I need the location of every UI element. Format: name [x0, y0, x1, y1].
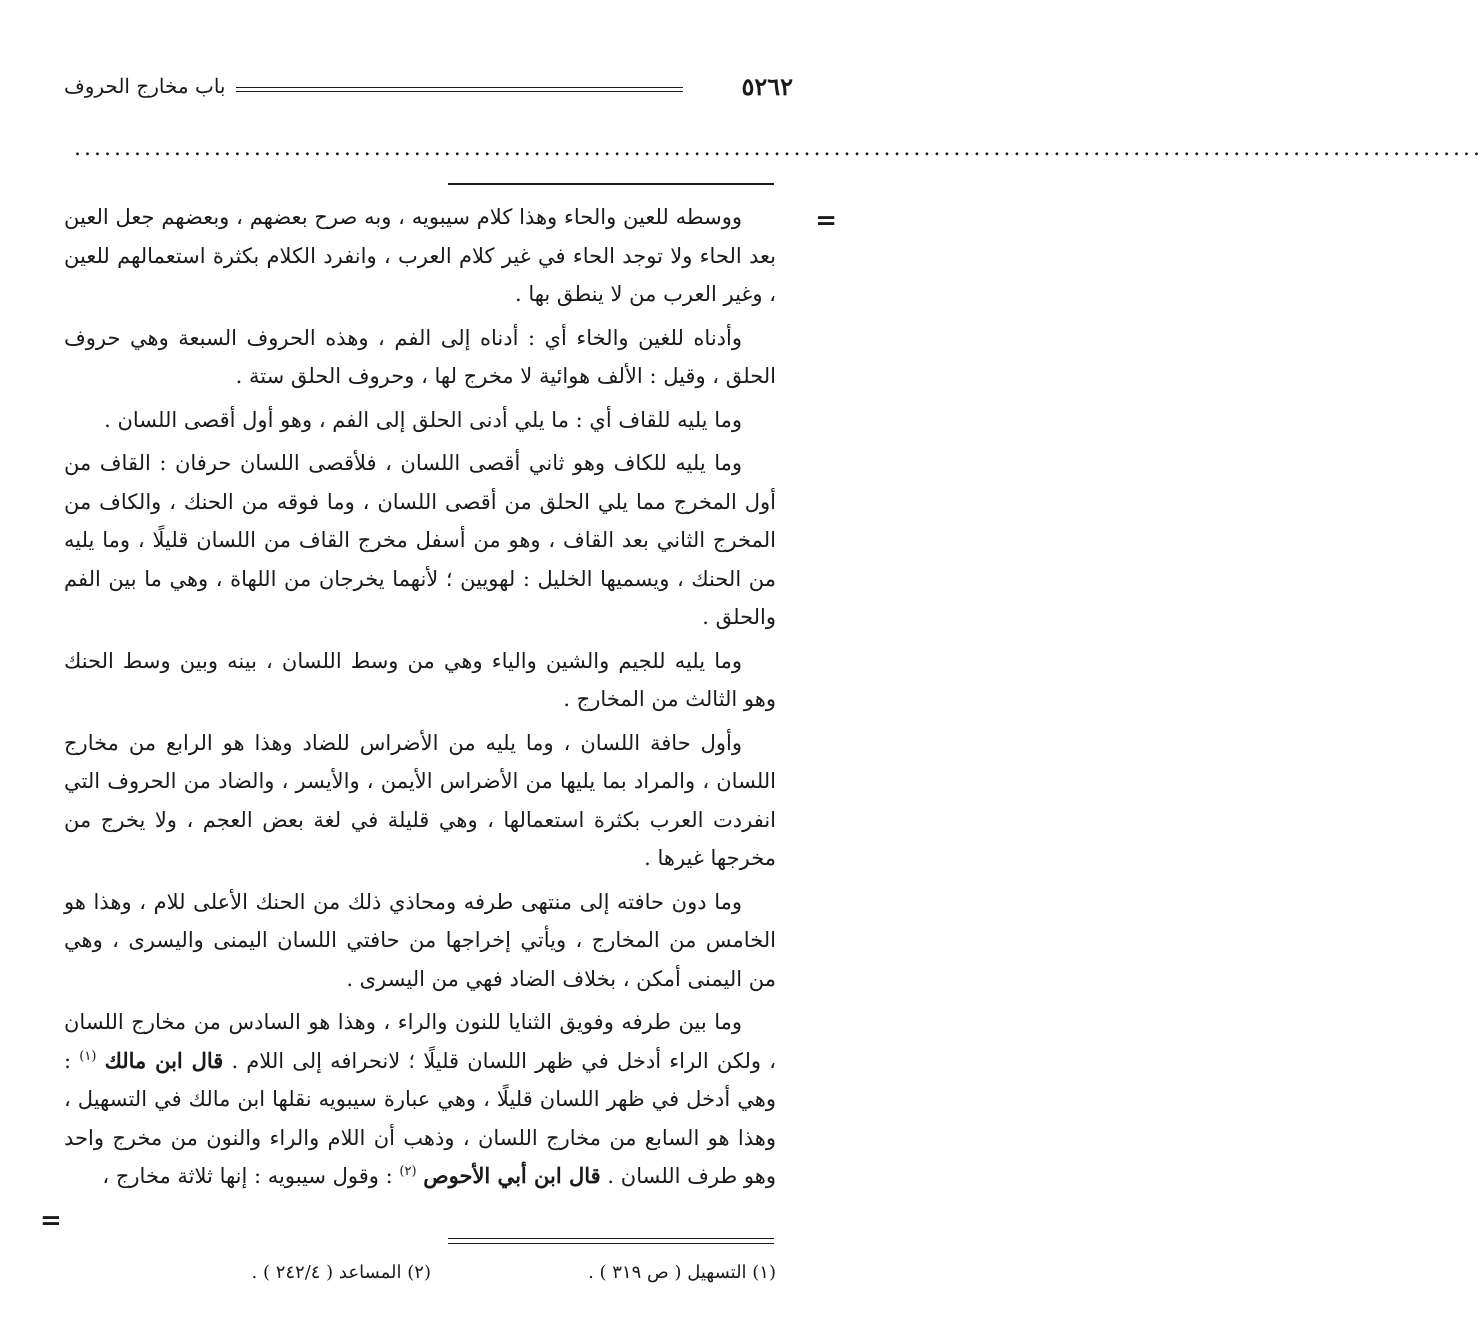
paragraph: ووسطه للعين والحاء وهذا كلام سيبويه ، وبه صرح بعضهم ، وبعضهم جعل العين بعد الحاء ولا توجد الحاء في غير كلام العرب ، وانفرد الكلام بكثرة استعمالهم للعين ، وغير العرب من لا ينطق بها . [64, 205, 776, 306]
dotted-separator: ............................................................................................................................................. [74, 136, 1483, 161]
paragraph: وما يليه للكاف وهو ثاني أقصى اللسان ، فلأقصى اللسان حرفان : القاف من أول المخرج مما يلي الحلق من أقصى اللسان ، وما فوقه من الحنك ، والكاف من المخرج الثاني بعد القاف ، وهو من أسفل مخرج القاف من اللسان قليلًا ، وما يليه من الحنك ، ويسميها الخليل : لهويين ؛ لأنهما يخرجان من اللهاة ، وهي ما بين الفم والحلق . [64, 451, 776, 629]
page-header [64, 70, 793, 108]
paragraph-text: : وقول سيبويه : إنها ثلاثة مخارج ، [102, 1164, 393, 1188]
footnote-ref-2[interactable]: (٢) [399, 1164, 417, 1179]
paragraph-with-citations [64, 1003, 776, 1196]
footnotes [200, 1262, 776, 1294]
footnote-1: (١) التسهيل ( ص ٣١٩ ) . [588, 1262, 776, 1283]
continuation-mark-top: = [815, 206, 837, 236]
paragraph: وما يليه للجيم والشين والياء وهي من وسط اللسان ، بينه وبين وسط الحنك وهو الثالث من المخارج . [64, 648, 776, 711]
body-text [64, 198, 776, 1238]
chapter-title: باب مخارج الحروف [64, 74, 226, 98]
page-number: ٥٢٦٢ [741, 72, 793, 101]
paragraph: وأدناه للغين والخاء أي : أدناه إلى الفم ، وهذه الحروف السبعة وهي حروف الحلق ، وقيل : الألف هوائية لا مخرج لها ، وحروف الحلق ستة . [64, 325, 776, 388]
footnote-2: (٢) المساعد ( ٢٤٢/٤ ) . [251, 1262, 431, 1283]
footnote-separator [448, 1238, 774, 1244]
footnote-ref-1[interactable]: (١) [79, 1048, 97, 1064]
citation-author-ibn-malik: قال ابن مالك [104, 1047, 224, 1073]
paragraph-text: : وهي أدخل في ظهر اللسان قليلًا ، وهي عبارة سيبويه نقلها ابن مالك في التسهيل ، وهذا هو السابع من مخارج اللسان ، وذهب أن اللام والراء والنون من مخرج واحد وهو طرف اللسان . [64, 1048, 776, 1188]
continuation-mark-bottom: = [40, 1206, 62, 1236]
paragraph: وما دون حافته إلى منتهى طرفه ومحاذي ذلك من الحنك الأعلى للام ، وهذا هو الخامس من المخارج ، ويأتي إخراجها من حافتي اللسان اليمنى واليسرى ، وهي من اليمنى أمكن ، بخلاف الضاد فهي من اليسرى . [64, 889, 776, 991]
header-double-rule [236, 87, 683, 92]
citation-author-ibn-abi-al-ahwas: قال ابن أبي الأحوص [423, 1163, 601, 1188]
paragraph: وما يليه للقاف أي : ما يلي أدنى الحلق إلى الفم ، وهو أول أقصى اللسان . [104, 407, 742, 432]
paragraph: وأول حافة اللسان ، وما يليه من الأضراس للضاد وهذا هو الرابع من مخارج اللسان ، والمراد بما يليها من الأضراس الأيمن ، والأيسر ، والضاد من الحروف التي انفردت العرب بكثرة استعمالها ، وهي قليلة في لغة بعض العجم ، ولا يخرج من مخرجها غيرها . [64, 730, 776, 870]
paragraph-text: وما بين طرفه وفويق الثنايا للنون والراء ، وهذا هو السادس من مخارج اللسان ، ولكن الراء أدخل في ظهر اللسان قليلًا ؛ لانحرافه إلى اللام . [64, 1010, 776, 1073]
continuation-rule [448, 183, 774, 185]
